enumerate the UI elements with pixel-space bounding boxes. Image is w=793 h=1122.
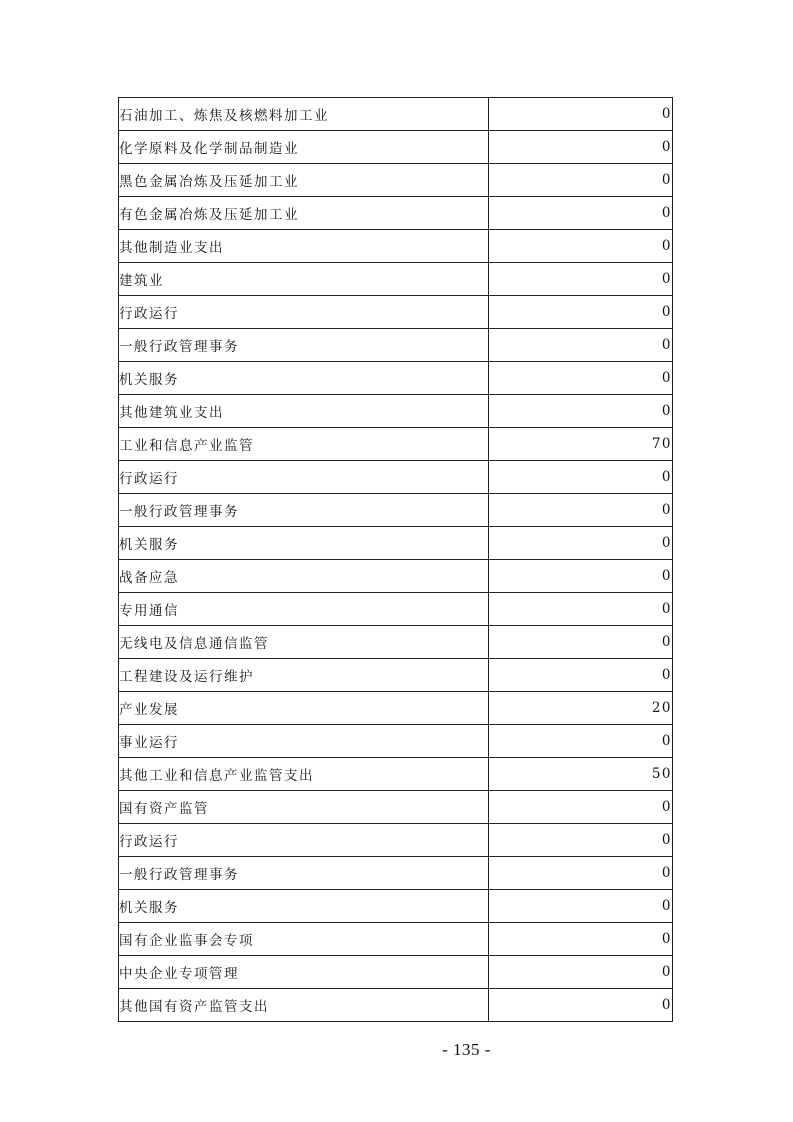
item-name-cell: 其他建筑业支出 xyxy=(119,395,489,428)
item-name-cell: 国有企业监事会专项 xyxy=(119,923,489,956)
table-row xyxy=(119,989,673,1022)
item-name-cell: 工程建设及运行维护 xyxy=(119,659,489,692)
item-name-cell: 一般行政管理事务 xyxy=(119,329,489,362)
item-name-cell: 一般行政管理事务 xyxy=(119,857,489,890)
item-value-cell: 0 xyxy=(489,197,673,230)
item-value-cell: 0 xyxy=(489,494,673,527)
item-value-cell: 0 xyxy=(489,989,673,1022)
table-row xyxy=(119,527,673,560)
item-name-cell: 机关服务 xyxy=(119,362,489,395)
item-name-cell: 工业和信息产业监管 xyxy=(119,428,489,461)
table-row xyxy=(119,230,673,263)
table-row xyxy=(119,956,673,989)
table-row xyxy=(119,263,673,296)
table-row xyxy=(119,725,673,758)
table-row xyxy=(119,164,673,197)
item-value-cell: 20 xyxy=(489,692,673,725)
table-row xyxy=(119,461,673,494)
item-name-cell: 中央企业专项管理 xyxy=(119,956,489,989)
table-row xyxy=(119,131,673,164)
table-row xyxy=(119,626,673,659)
item-name-cell: 机关服务 xyxy=(119,527,489,560)
table-row xyxy=(119,857,673,890)
item-value-cell: 0 xyxy=(489,131,673,164)
item-name-cell: 其他国有资产监管支出 xyxy=(119,989,489,1022)
item-value-cell: 0 xyxy=(489,230,673,263)
item-name-cell: 其他工业和信息产业监管支出 xyxy=(119,758,489,791)
item-name-cell: 无线电及信息通信监管 xyxy=(119,626,489,659)
item-value-cell: 0 xyxy=(489,461,673,494)
item-name-cell: 机关服务 xyxy=(119,890,489,923)
table-row xyxy=(119,791,673,824)
item-value-cell: 0 xyxy=(489,725,673,758)
item-value-cell: 0 xyxy=(489,791,673,824)
item-value-cell: 50 xyxy=(489,758,673,791)
table-row xyxy=(119,197,673,230)
item-name-cell: 行政运行 xyxy=(119,296,489,329)
item-value-cell: 0 xyxy=(489,263,673,296)
item-name-cell: 有色金属冶炼及压延加工业 xyxy=(119,197,489,230)
item-value-cell: 0 xyxy=(489,296,673,329)
item-value-cell: 0 xyxy=(489,593,673,626)
item-value-cell: 0 xyxy=(489,956,673,989)
table-row xyxy=(119,923,673,956)
item-name-cell: 产业发展 xyxy=(119,692,489,725)
item-value-cell: 70 xyxy=(489,428,673,461)
item-value-cell: 0 xyxy=(489,98,673,131)
item-name-cell: 行政运行 xyxy=(119,461,489,494)
item-value-cell: 0 xyxy=(489,362,673,395)
item-value-cell: 0 xyxy=(489,923,673,956)
table-row xyxy=(119,296,673,329)
item-name-cell: 事业运行 xyxy=(119,725,489,758)
item-value-cell: 0 xyxy=(489,626,673,659)
table-row xyxy=(119,659,673,692)
item-value-cell: 0 xyxy=(489,329,673,362)
table-row xyxy=(119,593,673,626)
table-row xyxy=(119,395,673,428)
table-row xyxy=(119,824,673,857)
table-row xyxy=(119,560,673,593)
item-value-cell: 0 xyxy=(489,824,673,857)
item-name-cell: 黑色金属冶炼及压延加工业 xyxy=(119,164,489,197)
page-number: - 135 - xyxy=(442,1040,491,1059)
budget-table xyxy=(118,97,673,1022)
budget-table-body xyxy=(119,98,673,1022)
table-row xyxy=(119,428,673,461)
item-name-cell: 战备应急 xyxy=(119,560,489,593)
item-value-cell: 0 xyxy=(489,164,673,197)
table-row xyxy=(119,890,673,923)
item-name-cell: 其他制造业支出 xyxy=(119,230,489,263)
item-value-cell: 0 xyxy=(489,890,673,923)
item-name-cell: 化学原料及化学制品制造业 xyxy=(119,131,489,164)
item-name-cell: 建筑业 xyxy=(119,263,489,296)
item-value-cell: 0 xyxy=(489,395,673,428)
table-row xyxy=(119,758,673,791)
item-name-cell: 行政运行 xyxy=(119,824,489,857)
item-value-cell: 0 xyxy=(489,560,673,593)
item-value-cell: 0 xyxy=(489,527,673,560)
table-row xyxy=(119,98,673,131)
table-row xyxy=(119,494,673,527)
table-row xyxy=(119,692,673,725)
item-value-cell: 0 xyxy=(489,659,673,692)
item-value-cell: 0 xyxy=(489,857,673,890)
item-name-cell: 石油加工、炼焦及核燃料加工业 xyxy=(119,98,489,131)
item-name-cell: 一般行政管理事务 xyxy=(119,494,489,527)
table-row xyxy=(119,329,673,362)
table-row xyxy=(119,362,673,395)
item-name-cell: 国有资产监管 xyxy=(119,791,489,824)
item-name-cell: 专用通信 xyxy=(119,593,489,626)
